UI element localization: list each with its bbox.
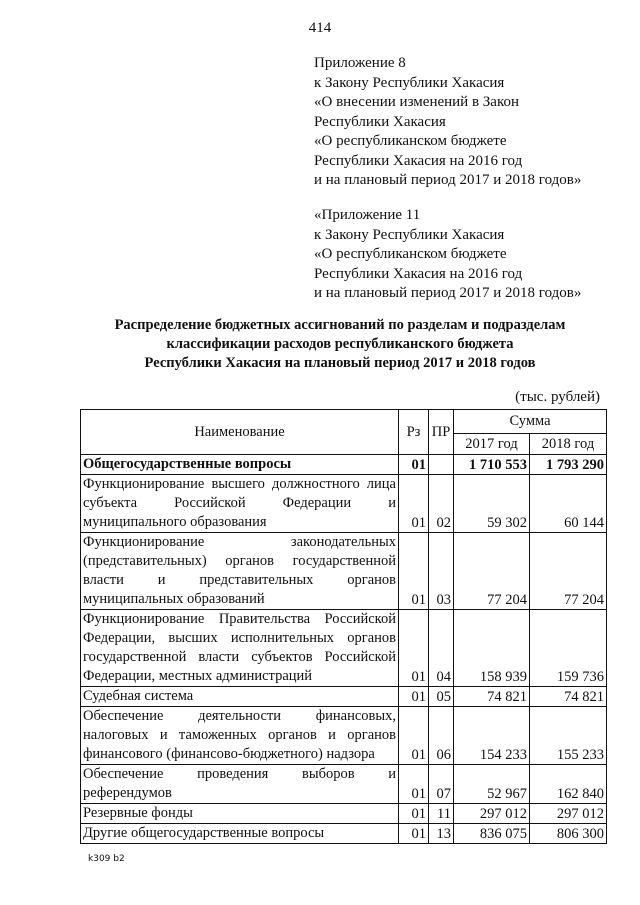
row-2018: 74 821 [530,687,607,707]
appendix-header-original [314,206,581,304]
table-row [81,475,607,533]
row-pr [429,455,454,475]
footer-code: k309 b2 [88,854,125,864]
row-name: Функционирование высшего должностного лица субъекта Российской Федерации и муниципального образования [81,475,399,533]
table-row [81,455,607,475]
row-rz: 01 [399,533,429,610]
row-pr: 04 [429,610,454,687]
appendix-line: «Приложение 11 [314,207,421,223]
row-name: Общегосударственные вопросы [81,455,399,475]
row-rz: 01 [399,610,429,687]
row-2018: 155 233 [530,707,607,765]
table-row [81,610,607,687]
row-rz: 01 [399,765,429,804]
page-number: 414 [308,20,332,36]
header-pr: ПР [429,410,454,455]
row-2017: 59 302 [454,475,530,533]
header-year-2017: 2017 год [454,434,530,455]
table-row [81,687,607,707]
row-2018: 77 204 [530,533,607,610]
row-pr: 07 [429,765,454,804]
row-rz: 01 [399,707,429,765]
table-row [81,824,607,844]
appendix-line: к Закону Республики Хакасия [314,74,505,91]
title-line: Республики Хакасия на плановый период 2017 и 2018 годов [144,355,536,371]
header-year-2018: 2018 год [530,434,607,455]
appendix-line: и на плановый период 2017 и 2018 годов» [314,172,582,188]
row-2017: 52 967 [454,765,530,804]
row-2018: 162 840 [530,765,607,804]
row-2017: 77 204 [454,533,530,610]
appendix-line: Приложение 8 [314,55,406,71]
row-rz: 01 [399,824,429,844]
header-rz: Рз [399,410,429,455]
row-name: Резервные фонды [81,804,399,824]
row-name: Другие общегосударственные вопросы [81,824,399,844]
appendix-line: к Закону Республики Хакасия [314,226,505,243]
row-pr: 05 [429,687,454,707]
row-rz: 01 [399,804,429,824]
title-line: классификации расходов республиканского бюджета [166,336,514,352]
row-name: Обеспечение деятельности финансовых, налоговых и таможенных органов и органов финансового (финансово-бюджетного) надзора [81,707,399,765]
row-2018: 1 793 290 [530,455,607,475]
appendix-line: Республики Хакасия на 2016 год [314,265,523,282]
row-2017: 154 233 [454,707,530,765]
appendix-line: Республики Хакасия [314,113,446,130]
appendix-line: «О республиканском бюджете [314,133,507,149]
row-name: Судебная система [81,687,399,707]
appendix-line: «О республиканском бюджете [314,246,507,262]
row-2018: 297 012 [530,804,607,824]
row-2017: 74 821 [454,687,530,707]
appendix-line: «О внесении изменений в Закон [314,94,520,110]
row-2018: 159 736 [530,610,607,687]
table-row [81,707,607,765]
row-rz: 01 [399,455,429,475]
row-2018: 806 300 [530,824,607,844]
row-pr: 03 [429,533,454,610]
row-pr: 02 [429,475,454,533]
row-2018: 60 144 [530,475,607,533]
row-pr: 06 [429,707,454,765]
row-name: Функционирование Правительства Российской Федерации, высших исполнительных органов государственной власти субъектов Российской Федерации, местных администраций [81,610,399,687]
row-name: Обеспечение проведения выборов и референдумов [81,765,399,804]
row-name: Функционирование законодательных (представительных) органов государственной власти и представительных органов муниципальных образований [81,533,399,610]
budget-table [80,409,607,844]
row-2017: 297 012 [454,804,530,824]
units-label: (тыс. рублей) [515,389,600,405]
header-name: Наименование [81,410,399,455]
table-row [81,765,607,804]
row-2017: 1 710 553 [454,455,530,475]
document-title [20,316,640,373]
header-sum: Сумма [454,410,607,434]
appendix-line: Республики Хакасия на 2016 год [314,152,523,169]
table-row [81,804,607,824]
row-pr: 13 [429,824,454,844]
row-rz: 01 [399,475,429,533]
appendix-header-current [314,54,581,191]
row-pr: 11 [429,804,454,824]
table-row [81,533,607,610]
appendix-line: и на плановый период 2017 и 2018 годов» [314,285,582,301]
title-line: Распределение бюджетных ассигнований по разделам и подразделам [114,317,566,333]
row-2017: 836 075 [454,824,530,844]
row-2017: 158 939 [454,610,530,687]
row-rz: 01 [399,687,429,707]
